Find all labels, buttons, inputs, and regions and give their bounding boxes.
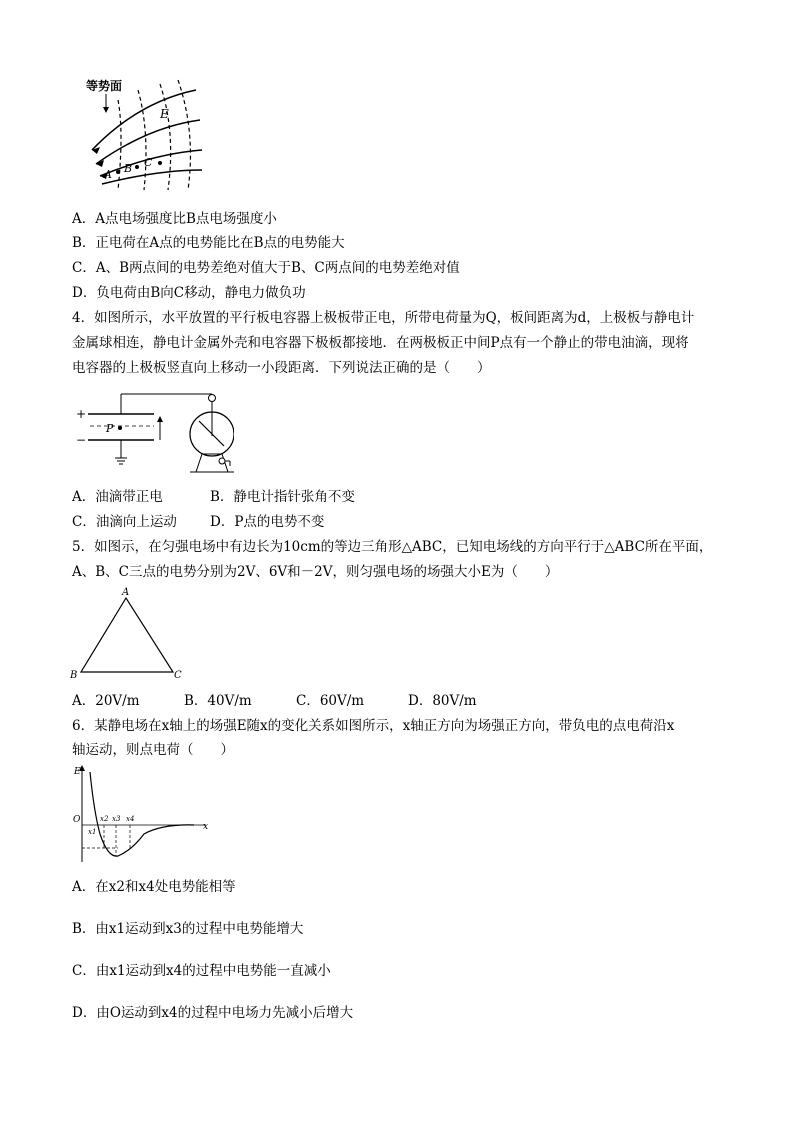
equipotential-figure bbox=[78, 72, 208, 194]
q6-option-d: D．由O运动到x4的过程中电场力先减小后增大 bbox=[72, 1005, 354, 1021]
point-c-label: C bbox=[144, 156, 153, 169]
q3-option-b: B．正电荷在A点的电势能比在B点的电势能大 bbox=[72, 235, 345, 251]
x-axis-label: x bbox=[203, 822, 209, 832]
plus-label: + bbox=[76, 407, 87, 421]
vertex-a-label: A bbox=[122, 587, 130, 598]
vertex-b-label: B bbox=[70, 670, 78, 680]
q3-option-a: A．A点电场强度比B点电场强度小 bbox=[72, 211, 277, 227]
field-curve-figure bbox=[72, 762, 212, 866]
q4-stem-line-1: 4．如图所示，水平放置的平行板电容器上极板带正电，所带电荷量为Q，板间距离为d，上极板与静电计 bbox=[72, 310, 695, 326]
q4-stem-line-2: 金属球相连，静电计金属外壳和电容器下极板都接地．在两极板正中间P点有一个静止的带电油滴，现将 bbox=[72, 335, 689, 351]
q6-option-a: A．在x2和x4处电势能相等 bbox=[72, 879, 236, 895]
field-label: E bbox=[160, 107, 169, 121]
q5-option-b: B．40V/m bbox=[184, 693, 252, 709]
triangle-figure bbox=[70, 584, 182, 680]
q5-option-d: D．80V/m bbox=[408, 693, 477, 709]
q4-option-a: A．油滴带正电 bbox=[72, 489, 163, 505]
q4-option-d: D．P点的电势不变 bbox=[210, 514, 325, 530]
q3-option-c: C．A、B两点间的电势差绝对值大于B、C两点间的电势差绝对值 bbox=[72, 260, 460, 276]
point-a-label: A bbox=[104, 168, 112, 181]
point-p-label: P bbox=[106, 422, 114, 435]
q5-stem-line-2: A、B、C三点的电势分别为2V、6V和－2V，则匀强电场的场强大小E为（ ） bbox=[72, 564, 559, 580]
origin-label: O bbox=[73, 815, 81, 825]
q3-option-d: D．负电荷由B向C移动，静电力做负功 bbox=[72, 285, 306, 301]
q5-stem-line-1: 5．如图示，在匀强电场中有边长为10cm的等边三角形△ABC，已知电场线的方向平行于△ABC所在平面， bbox=[72, 539, 713, 555]
x1-label: x1 bbox=[88, 828, 97, 836]
point-b-label: B bbox=[124, 162, 133, 175]
q5-option-c: C．60V/m bbox=[296, 693, 365, 709]
y-axis-label: E bbox=[74, 767, 81, 777]
minus-label: − bbox=[76, 433, 87, 447]
x3-label: x3 bbox=[112, 815, 121, 823]
capacitor-figure bbox=[74, 388, 234, 474]
q4-option-b: B．静电计指针张角不变 bbox=[210, 489, 355, 505]
x2-label: x2 bbox=[100, 815, 109, 823]
q6-option-b: B．由x1运动到x3的过程中电势能增大 bbox=[72, 921, 304, 937]
q4-option-c: C．油滴向上运动 bbox=[72, 514, 177, 530]
equipotential-label: 等势面 bbox=[86, 79, 123, 93]
q6-option-c: C．由x1运动到x4的过程中电势能一直减小 bbox=[72, 963, 331, 979]
vertex-c-label: C bbox=[174, 670, 182, 680]
q4-stem-line-3: 电容器的上极板竖直向上移动一小段距离．下列说法正确的是（ ） bbox=[72, 360, 491, 376]
q6-stem-line-2: 轴运动，则点电荷（ ） bbox=[72, 742, 234, 758]
q6-stem-line-1: 6．某静电场在x轴上的场强E随x的变化关系如图所示，x轴正方向为场强正方向，带负电的点电荷沿x bbox=[72, 718, 675, 734]
x4-label: x4 bbox=[126, 815, 135, 823]
q5-option-a: A．20V/m bbox=[72, 693, 140, 709]
